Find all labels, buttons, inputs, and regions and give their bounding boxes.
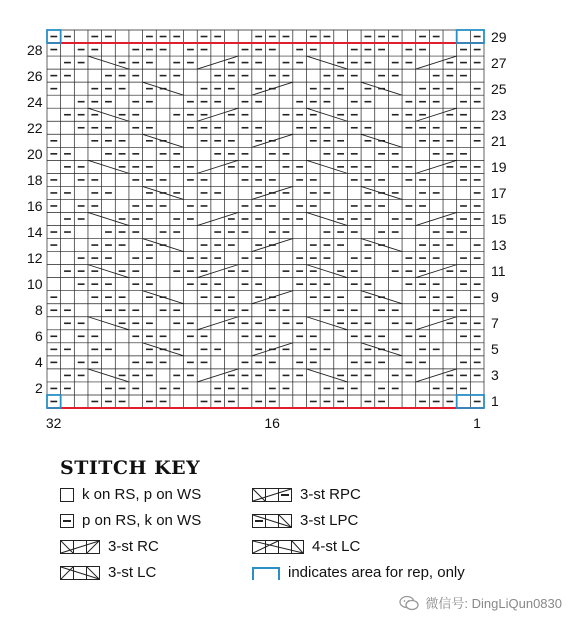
key-label: 3-st LC: [108, 564, 157, 581]
row-number: 18: [27, 171, 43, 188]
row-number: 26: [27, 67, 43, 84]
row-number: 5: [491, 341, 499, 358]
3-st-rc-icon: [60, 540, 100, 554]
3-st-rpc-icon: [252, 488, 292, 502]
row-number: 6: [35, 328, 43, 345]
key-label: 4-st LC: [312, 538, 361, 555]
row-number: 7: [491, 315, 499, 332]
row-number: 23: [491, 106, 507, 123]
row-number: 24: [27, 93, 43, 110]
3-st-lpc-icon: [252, 514, 292, 528]
row-number: 29: [491, 28, 507, 45]
key-item-3-st-lc: [60, 564, 156, 581]
purl-box-icon: [60, 514, 74, 528]
column-number: 1: [473, 415, 481, 431]
key-item-4-st-lc: [252, 538, 360, 555]
row-number: 27: [491, 54, 507, 71]
key-label: 3-st RPC: [300, 486, 361, 503]
row-number: 25: [491, 80, 507, 97]
row-number: 13: [491, 237, 507, 254]
row-number: 11: [491, 263, 506, 280]
row-number: 9: [491, 289, 499, 306]
key-label: 3-st RC: [108, 538, 159, 555]
key-item-3-st-rc: [60, 538, 159, 555]
column-number: 32: [45, 415, 62, 431]
row-number: 28: [27, 41, 43, 58]
row-number: 17: [491, 184, 507, 201]
key-item-rep: [252, 564, 465, 581]
stitch-key-title: STITCH KEY: [60, 457, 201, 479]
row-number: 8: [35, 302, 43, 319]
watermark: [399, 593, 562, 612]
row-number: 14: [27, 224, 43, 241]
row-number: 19: [491, 158, 507, 175]
row-number: 15: [491, 211, 507, 227]
row-number: 2: [35, 380, 43, 397]
row-number: 22: [27, 119, 43, 136]
row-number: 3: [491, 367, 499, 384]
key-item-3-st-lpc: [252, 512, 358, 529]
row-number: 20: [27, 145, 43, 162]
watermark-text: 微信号: DingLiQun0830: [425, 596, 562, 611]
key-label: p on RS, k on WS: [82, 512, 202, 529]
3-st-lc-icon: [60, 566, 100, 580]
wechat-icon: [399, 595, 419, 611]
key-label: 3-st LPC: [300, 512, 359, 529]
key-item-3-st-rpc: [252, 486, 361, 503]
row-number: 12: [27, 250, 43, 267]
key-label: k on RS, p on WS: [82, 486, 202, 503]
row-number: 16: [27, 197, 43, 214]
rep-bracket-icon: [252, 566, 280, 580]
key-item-purl: [60, 512, 201, 529]
key-label: indicates area for rep, only: [288, 564, 465, 581]
row-number: 1: [491, 393, 499, 410]
4-st-lc-icon: [252, 540, 304, 554]
row-number: 21: [491, 132, 507, 149]
row-number: 4: [35, 354, 43, 371]
knit-box-icon: [60, 488, 74, 502]
column-number: 16: [264, 415, 280, 431]
key-item-knit: [60, 486, 201, 503]
row-number: 10: [27, 276, 43, 293]
